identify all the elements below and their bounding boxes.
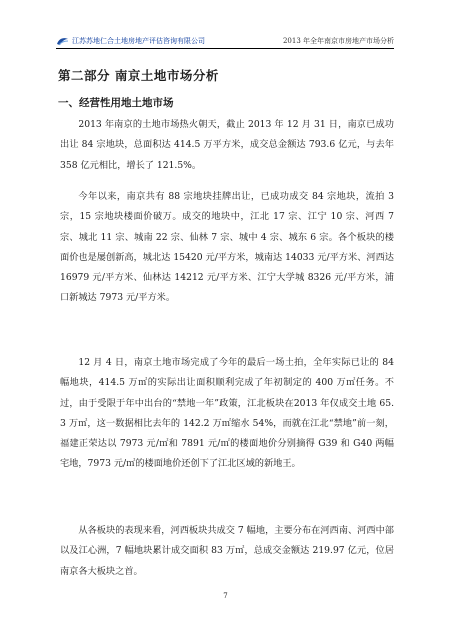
- part-title: 第二部分 南京土地市场分析: [58, 68, 219, 83]
- section-title: 一、经营性用地土地市场: [58, 97, 174, 109]
- company-logo-icon: [56, 36, 69, 46]
- page-number: 7: [223, 592, 228, 600]
- company-logo: [56, 36, 205, 46]
- paragraph-3: 12 月 4 日，南京土地市场完成了今年的最后一场土拍，全年实际已让的 84 幅地块，414.5 万㎡的实际出让面积顺利完成了年初制定的 400 万㎡任务。不过，由于受限于年中出台的“禁地一年”政策，江北板块在2013 年仅成交土地 65.3 万㎡，这一数据相比去年的 142.2 万㎡缩水 54%，而就在江北“禁地”前一刻，福建正荣达以 7973 元/㎡和 7891 元/㎡的楼面地价分别摘得 G39 和 G40 两幅宅地，7973 元/㎡的楼面地价还创下了江北区域的新地王。: [60, 357, 394, 470]
- paragraph-4: 从各板块的表现来看，河西板块共成交 7 幅地，主要分布在河西南、河西中部以及江心洲，7 幅地块累计成交面积 83 万㎡，总成交金额达 219.97 亿元，位居南京各大板块之首。: [60, 525, 394, 577]
- paragraph-2: 今年以来，南京共有 88 宗地块挂牌出让，已成功成交 84 宗地块，流拍 3 宗，15 宗地块楼面价破万。成交的地块中，江北 17 宗、江宁 10 宗、河西 7 宗、城北 11 宗、城南 22 宗、仙林 7 宗、城中 4 宗、城东 6 宗。各个板块的楼面价也是屡创新高，城北达 15420 元/平方米，城南达 14033 元/平方米、河西达 16979 元/平方米、仙林达 14212 元/平方米、江宁大学城 8326 元/平方米，浦口新城达 7973 元/平方米。: [60, 191, 394, 304]
- page-header: [56, 30, 394, 49]
- company-name: 江苏苏地仁合土地房地产评估咨询有限公司: [72, 37, 205, 45]
- report-title: 2013 年全年南京市房地产市场分析: [282, 37, 394, 45]
- paragraph-1: 2013 年南京的土地市场热火朝天，截止 2013 年 12 月 31 日，南京已成功出让 84 宗地块，总面积达 414.5 万平方米，成交总金额达 793.6 亿元，与去年 358 亿元相比，增长了 121.5%。: [60, 119, 394, 171]
